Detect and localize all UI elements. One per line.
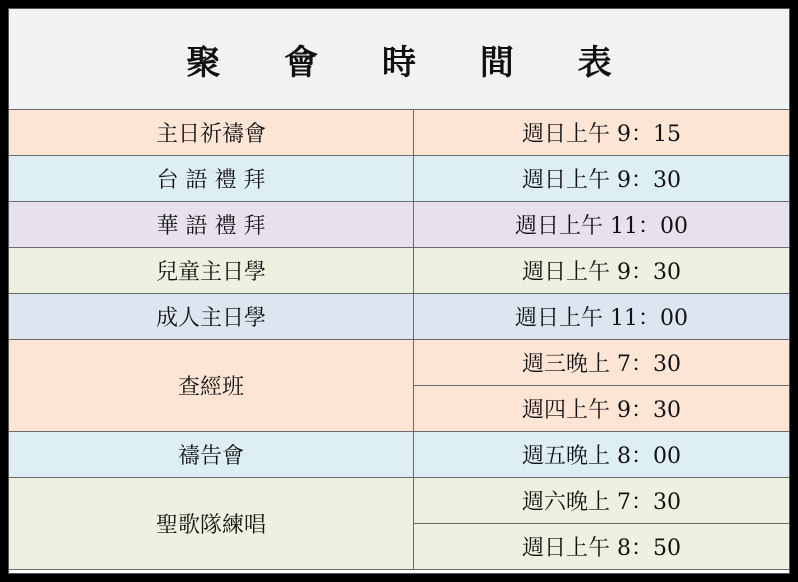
table-row	[9, 156, 789, 202]
title-bar	[9, 9, 789, 110]
schedule-table	[9, 109, 789, 570]
meeting-name: 成人主日學	[9, 294, 414, 340]
meeting-time: 週日上午 11：00	[414, 294, 790, 340]
meeting-name: 台 語 禮 拜	[9, 156, 414, 202]
meeting-name: 兒童主日學	[9, 248, 414, 294]
meeting-name: 華 語 禮 拜	[9, 202, 414, 248]
table-row	[9, 432, 789, 478]
meeting-time: 週三晚上 7：30	[414, 340, 790, 386]
meeting-time: 週五晚上 8：00	[414, 432, 790, 478]
meeting-time: 週日上午 9：30	[414, 156, 790, 202]
table-row	[9, 294, 789, 340]
table-row	[9, 340, 789, 386]
page-title: 聚 會 時 間 表	[186, 42, 638, 83]
meeting-name: 聖歌隊練唱	[9, 478, 414, 570]
schedule-frame	[8, 8, 790, 574]
table-row	[9, 478, 789, 524]
table-row	[9, 110, 789, 156]
meeting-time: 週日上午 9：15	[414, 110, 790, 156]
meeting-name: 查經班	[9, 340, 414, 432]
meeting-name: 禱告會	[9, 432, 414, 478]
table-row	[9, 202, 789, 248]
table-row	[9, 248, 789, 294]
meeting-name: 主日祈禱會	[9, 110, 414, 156]
meeting-time: 週日上午 9：30	[414, 248, 790, 294]
meeting-time: 週日上午 8：50	[414, 524, 790, 570]
meeting-time: 週四上午 9：30	[414, 386, 790, 432]
schedule-body	[9, 110, 789, 570]
meeting-time: 週六晚上 7：30	[414, 478, 790, 524]
meeting-time: 週日上午 11：00	[414, 202, 790, 248]
